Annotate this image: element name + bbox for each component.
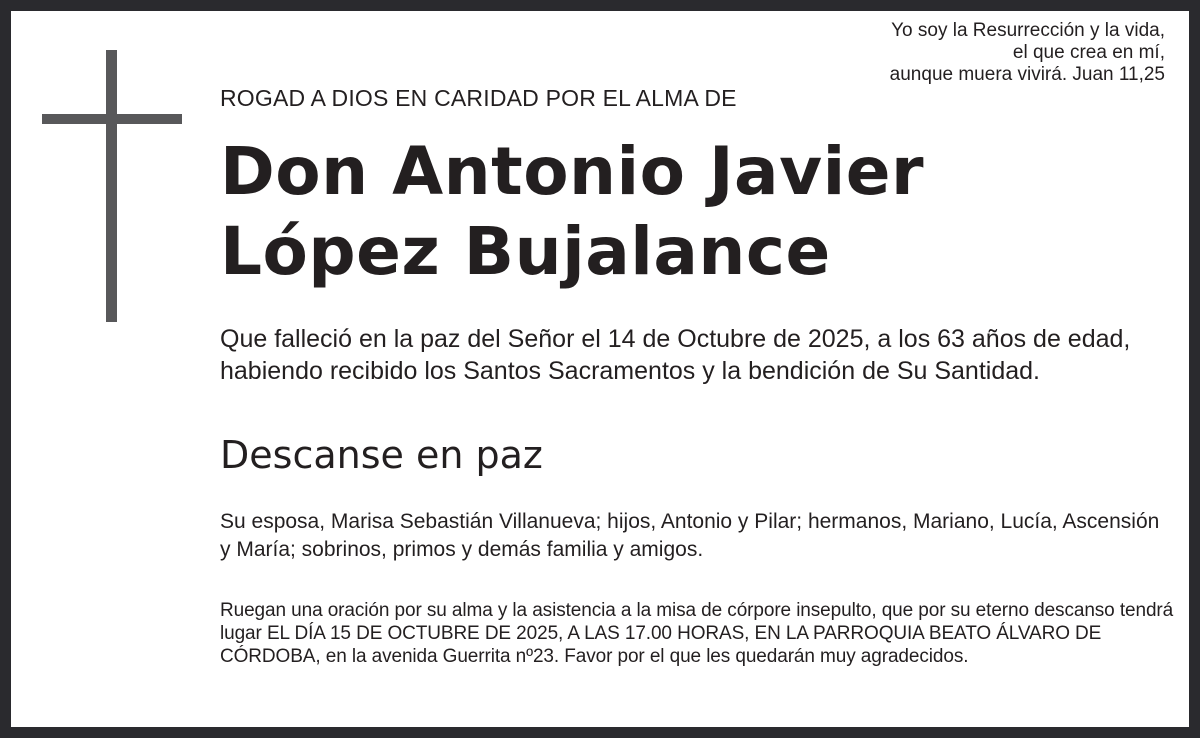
bible-quote — [745, 20, 1165, 86]
mass-closing: , en la avenida Guerrita nº23. Favor por el que les quedarán muy agradecidos. — [315, 646, 969, 667]
quote-line-3: aunque muera vivirá. Juan 11,25 — [889, 64, 1165, 85]
prayer-header: ROGAD A DIOS EN CARIDAD POR EL ALMA DE — [220, 85, 737, 111]
cross-horizontal-bar — [42, 114, 182, 124]
rest-in-peace: Descanse en paz — [220, 433, 543, 477]
death-notice: Que falleció en la paz del Señor el 14 de Octubre de 2025, a los 63 años de edad, habiendo recibido los Santos Sacramentos y la bendición de Su Santidad. — [220, 325, 1131, 385]
deceased-name — [220, 132, 1180, 292]
deceased-name-line-1: Don Antonio Javier — [220, 133, 925, 210]
quote-line-1: Yo soy la Resurrección y la vida, — [891, 20, 1165, 41]
deceased-name-line-2: López Bujalance — [220, 213, 831, 290]
family-notice: Su esposa, Marisa Sebastián Villanueva; hijos, Antonio y Pilar; hermanos, Mariano, Lucía, Ascensión y María; sobrinos, primos y demás familia y amigos. — [220, 510, 1160, 561]
mass-intro: Ruegan una oración por su alma y la asistencia a la misa de córpore insepulto, que por su eterno descanso tendrá lugar — [220, 600, 1174, 644]
obituary-card — [11, 11, 1189, 727]
mass-date-place: EL DÍA 15 DE OCTUBRE DE 2025, A LAS 17.00 HORAS, EN LA PARROQUIA BEATO ÁLVARO DE CÓRDOBA — [220, 623, 1102, 667]
cross-vertical-bar — [106, 50, 117, 322]
mass-notice — [220, 599, 1180, 668]
quote-line-2: el que crea en mí, — [1012, 42, 1165, 63]
